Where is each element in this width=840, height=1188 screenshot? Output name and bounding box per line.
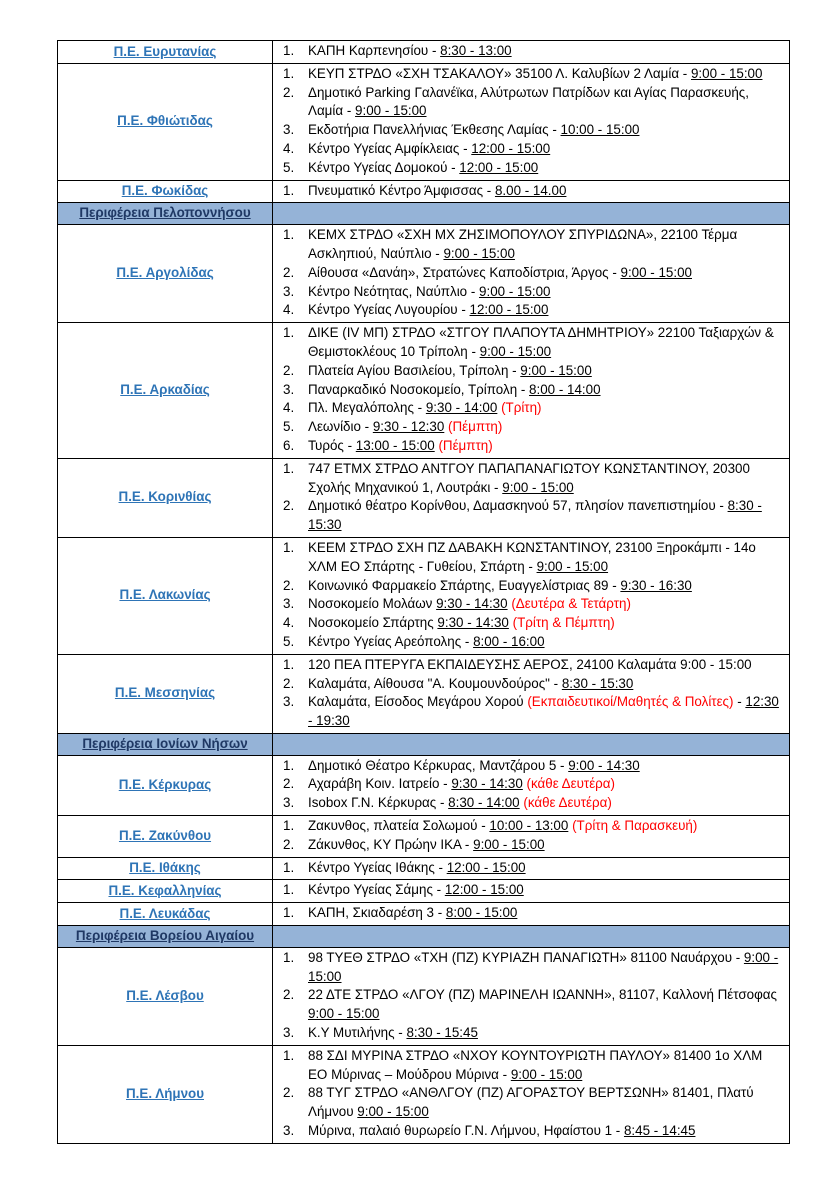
item-content [308, 42, 781, 61]
item-content [308, 595, 781, 614]
region-cell [58, 458, 273, 537]
item-number: 3. [283, 795, 295, 811]
region-cell [58, 537, 273, 654]
item-hours: 8:30 - 14:00 [448, 795, 520, 811]
item-number: 1. [283, 949, 295, 965]
item-text: Κέντρο Υγείας Ιθάκης - [308, 859, 447, 875]
item-hours: 9:00 - 15:00 [308, 1006, 380, 1022]
item-content [308, 437, 781, 456]
item-hours: 9:00 - 15:00 [473, 836, 545, 852]
item-text: Αίθουσα «Δανάη», Στρατώνες Καποδίστρια, Άργος - [308, 264, 621, 280]
schedule-item [283, 614, 781, 633]
item-content [308, 301, 781, 320]
item-text: Κέντρο Υγείας Αμφίκλειας - [308, 140, 472, 156]
item-days-note: (κάθε Δευτέρα) [526, 776, 615, 792]
item-number: 1. [283, 65, 295, 81]
item-hours: 9:00 - 15:00 [620, 264, 692, 280]
item-hours: 10:00 - 15:00 [560, 122, 640, 138]
region-cell [58, 816, 273, 858]
region-cell [58, 903, 273, 926]
item-content [308, 859, 781, 878]
item-content [308, 381, 781, 400]
section-empty-cell [273, 926, 790, 948]
schedule-item [283, 859, 781, 878]
item-days-note: (Πέμπτη) [448, 419, 503, 435]
item-hours: 9:00 - 15:00 [443, 245, 515, 261]
region-row [58, 537, 790, 654]
item-hours: 8:00 - 15:00 [445, 905, 518, 921]
item-text: 747 ΕΤΜΧ ΣΤΡΔΟ ΑΝΤΓΟΥ ΠΑΠΑΠΑΝΑΓΙΩΤΟΥ ΚΩΝΣΤΑΝΤΙΝΟΥ, 20300 Σχολής Μηχανικού 1, Λουτράκι - [308, 460, 750, 495]
item-hours: 9:00 - 15:00 [502, 479, 574, 495]
region-link[interactable]: Π.Ε. Ευρυτανίας [113, 43, 217, 59]
items-cell [273, 458, 790, 537]
item-number: 5. [283, 633, 295, 649]
schedule-item [283, 836, 781, 855]
item-number: 4. [283, 140, 295, 156]
item-number: 2. [283, 836, 295, 852]
schedule-table [57, 40, 790, 1144]
items-cell [273, 654, 790, 733]
schedule-item [283, 140, 781, 159]
item-hours: 9:00 - 15:00 [479, 343, 552, 359]
item-number: 3. [283, 122, 295, 138]
item-hours: 9:00 - 15:00 [536, 558, 609, 574]
region-row [58, 41, 790, 64]
item-days-note: (Τρίτη & Πέμπτη) [512, 615, 615, 631]
schedule-item [283, 264, 781, 283]
item-days-note: (Δευτέρα & Τετάρτη) [511, 596, 631, 612]
item-content [308, 264, 781, 283]
schedule-item [283, 84, 781, 122]
item-text: Μύρινα, παλαιό θυρωρείο Γ.Ν. Λήμνου, Ηφαίστου 1 - [308, 1123, 624, 1139]
schedule-item [283, 577, 781, 596]
item-text: ΚΕΜΧ ΣΤΡΔΟ «ΣΧΗ ΜΧ ΖΗΣΙΜΟΠΟΥΛΟΥ ΣΠΥΡΙΔΩΝΑ», 22100 Τέρμα Ασκληπιού, Ναύπλιο - [308, 227, 738, 261]
items-cell [273, 180, 790, 203]
section-title-link[interactable]: Περιφέρεια Πελοποννήσου [79, 205, 251, 221]
item-content [308, 226, 781, 264]
item-text: Isobox Γ.Ν. Κέρκυρας - [308, 795, 449, 811]
item-content [308, 794, 781, 813]
item-hours: 9:30 - 14:30 [451, 776, 523, 792]
item-content [308, 693, 781, 731]
region-link[interactable]: Π.Ε. Κέρκυρας [118, 776, 212, 792]
item-number: 5. [283, 419, 295, 435]
items-cell [273, 63, 790, 180]
schedule-item [283, 949, 781, 987]
item-content [308, 159, 781, 178]
item-text: Κέντρο Υγείας Σάμης - [308, 882, 445, 898]
item-hours: 9:30 - 14:30 [437, 615, 509, 631]
item-hours: 9:30 - 14:00 [425, 400, 498, 416]
item-number: 1. [283, 757, 295, 773]
item-hours: 12:00 - 15:00 [446, 859, 526, 875]
schedule-item [283, 693, 781, 731]
region-row [58, 323, 790, 459]
item-number: 1. [283, 227, 295, 243]
item-hours: 9:30 - 14:30 [436, 596, 508, 612]
item-content [308, 775, 781, 794]
item-number: 4. [283, 302, 295, 318]
region-cell [58, 857, 273, 880]
item-content [308, 418, 781, 437]
item-days-note: (Τρίτη & Παρασκευή) [572, 818, 698, 834]
schedule-item [283, 633, 781, 652]
schedule-item [283, 539, 781, 577]
region-cell [58, 41, 273, 64]
items-cell [273, 880, 790, 903]
schedule-item [283, 817, 781, 836]
item-text: Αχαράβη Κοιν. Ιατρείο - [308, 776, 452, 792]
item-text: Δημοτικό θέατρο Κορίνθου, Δαμασκηνού 57, πλησίον πανεπιστημίου - [308, 498, 728, 514]
item-hours: 9:30 - 12:30 [372, 419, 445, 435]
section-title-cell [58, 733, 273, 755]
region-cell [58, 225, 273, 323]
schedule-item [283, 794, 781, 813]
item-text: Δημοτικό Parking Γαλανέϊκα, Αλύτρωτων Πατρίδων και Αγίας Παρασκευής, Λαμία - [308, 84, 749, 119]
item-text: Κέντρο Υγείας Αρεόπολης - [308, 633, 474, 649]
items-cell [273, 41, 790, 64]
schedule-item [283, 1024, 781, 1043]
items-cell [273, 816, 790, 858]
items-cell [273, 1045, 790, 1143]
section-title-cell [58, 926, 273, 948]
region-link[interactable]: Π.Ε. Κεφαλληνίας [108, 882, 222, 898]
item-hours: 9:00 - 15:00 [520, 362, 592, 378]
items-cell [273, 903, 790, 926]
region-row [58, 816, 790, 858]
schedule-item [283, 1047, 781, 1085]
schedule-item [283, 362, 781, 381]
item-text: Καλαμάτα, Αίθουσα "Α. Κουμουνδούρος" - [308, 675, 562, 691]
item-hours: 12:00 - 15:00 [459, 159, 539, 175]
item-hours: 9:30 - 16:30 [620, 577, 692, 593]
region-row [58, 903, 790, 926]
schedule-item [283, 418, 781, 437]
item-hours: 9:00 - 15:00 [357, 1104, 429, 1120]
schedule-item [283, 1084, 781, 1122]
item-content [308, 757, 781, 776]
schedule-item [283, 65, 781, 84]
item-days-note: (Εκπαιδευτικοί/Μαθητές & Πολίτες) [527, 694, 734, 710]
items-cell [273, 537, 790, 654]
item-text: Ζάκυνθος, ΚΥ Πρώην ΙΚΑ - [308, 836, 474, 852]
item-number: 1. [283, 818, 295, 834]
item-hours: 8:00 - 14:00 [529, 381, 601, 397]
item-text: Πλ. Μεγαλόπολης - [308, 400, 426, 416]
item-text: Παναρκαδικό Νοσοκομείο, Τρίπολη - [308, 381, 530, 397]
item-number: 3. [283, 596, 295, 612]
item-number: 1. [283, 859, 295, 875]
region-link[interactable]: Π.Ε. Φθιώτιδας [117, 113, 213, 129]
region-row [58, 755, 790, 815]
item-text: Κέντρο Υγείας Δομοκού - [308, 159, 460, 175]
item-content [308, 836, 781, 855]
item-text: Κ.Υ Μυτιλήνης - [308, 1025, 407, 1041]
schedule-item [283, 381, 781, 400]
item-number: 1. [283, 182, 295, 198]
item-content [308, 949, 781, 987]
item-hours: 12:00 - 15:00 [444, 882, 524, 898]
items-cell [273, 755, 790, 815]
item-number: 2. [283, 264, 295, 280]
item-content [308, 539, 781, 577]
region-row [58, 1045, 790, 1143]
item-hours: 8:30 - 15:30 [561, 675, 634, 691]
schedule-item [283, 460, 781, 498]
region-link[interactable]: Π.Ε. Αργολίδας [116, 265, 214, 281]
item-number: 5. [283, 159, 295, 175]
region-link[interactable]: Π.Ε. Φωκίδας [121, 183, 209, 199]
item-number: 1. [283, 905, 295, 921]
item-hours: 8:30 - 15:30 [308, 498, 762, 533]
item-content [308, 65, 781, 84]
item-number: 2. [283, 498, 295, 514]
item-content [308, 362, 781, 381]
item-days-note: (Πέμπτη) [438, 437, 493, 453]
item-number: 2. [283, 84, 295, 100]
item-hours: 12:00 - 15:00 [469, 302, 549, 318]
item-content [308, 633, 781, 652]
item-number: 4. [283, 615, 295, 631]
item-hours: 8.00 - 14.00 [494, 182, 567, 198]
item-text: Κέντρο Υγείας Λυγουρίου - [308, 302, 470, 318]
item-number: 3. [283, 381, 295, 397]
item-hours: 12:00 - 15:00 [471, 140, 551, 156]
item-hours: 9:00 - 14:30 [568, 757, 640, 773]
items-cell [273, 323, 790, 459]
region-row [58, 63, 790, 180]
item-number: 6. [283, 437, 295, 453]
schedule-item [283, 497, 781, 535]
section-title-link[interactable]: Περιφέρεια Βορείου Αιγαίου [75, 928, 255, 944]
item-hours: 9:00 - 15:00 [355, 103, 427, 119]
section-row [58, 733, 790, 755]
item-number: 2. [283, 1085, 295, 1101]
item-number: 1. [283, 539, 295, 555]
item-content [308, 881, 781, 900]
schedule-item [283, 121, 781, 140]
section-empty-cell [273, 733, 790, 755]
region-row [58, 947, 790, 1045]
item-text: Πνευματικό Κέντρο Άμφισσας - [308, 182, 495, 198]
item-hours: 12:30 - 19:30 [308, 694, 779, 729]
item-hours: 9:00 - 15:00 [308, 949, 779, 984]
item-text: 98 ΤΥΕΘ ΣΤΡΔΟ «ΤΧΗ (ΠΖ) ΚΥΡΙΑΖΗ ΠΑΝΑΓΙΩΤΗ» 81100 Ναυάρχου - [308, 949, 744, 965]
item-number: 1. [283, 882, 295, 898]
section-row [58, 203, 790, 225]
item-text: ΔΙΚΕ (ΙV ΜΠ) ΣΤΡΔΟ «ΣΤΓΟΥ ΠΛΑΠΟΥΤΑ ΔΗΜΗΤΡΙΟΥ» 22100 Ταξιαρχών & Θεμιστοκλέους 10 Τρίπολη - [308, 325, 774, 359]
item-content [308, 460, 781, 498]
region-link[interactable]: Π.Ε. Λακωνίας [119, 587, 211, 603]
item-text: ΚΑΠΗ, Σκιαδαρέση 3 - [308, 905, 446, 921]
item-hours: 8:45 - 14:45 [623, 1123, 696, 1139]
item-text: Πλατεία Αγίου Βασιλείου, Τρίπολη - [308, 362, 521, 378]
item-number: 2. [283, 776, 295, 792]
item-content [308, 1024, 781, 1043]
region-row [58, 654, 790, 733]
section-row [58, 926, 790, 948]
region-cell [58, 1045, 273, 1143]
section-title-cell [58, 203, 273, 225]
schedule-item [283, 42, 781, 61]
region-link[interactable]: Π.Ε. Λέσβου [126, 987, 204, 1003]
item-text: Νοσοκομείο Μολάων [308, 596, 437, 612]
item-number: 1. [283, 43, 295, 58]
schedule-item [283, 775, 781, 794]
region-link[interactable]: Π.Ε. Ιθάκης [129, 860, 201, 876]
item-hours: 9:00 - 15:00 [479, 283, 551, 299]
region-link[interactable]: Π.Ε. Λήμνου [126, 1085, 204, 1101]
item-number: 3. [283, 283, 295, 299]
region-row [58, 458, 790, 537]
item-content [308, 817, 781, 836]
item-text: 88 ΤΥΓ ΣΤΡΔΟ «ΑΝΘΛΓΟΥ (ΠΖ) ΑΓΟΡΑΣΤΟΥ ΒΕΡΤΣΩΝΗ» 81401, Πλατύ Λήμνου [308, 1085, 754, 1120]
item-hours: 9:00 - 15:00 [690, 65, 763, 81]
item-text: ΚΕΕΜ ΣΤΡΔΟ ΣΧΗ ΠΖ ΔΑΒΑΚΗ ΚΩΝΣΤΑΝΤΙΝΟΥ, 23100 Ξηροκάμπι - 14ο ΧΛΜ ΕΟ Σπάρτης - Γυθείου, Σπάρτη - [308, 539, 756, 574]
schedule-item [283, 283, 781, 302]
section-empty-cell [273, 203, 790, 225]
schedule-item [283, 881, 781, 900]
item-number: 3. [283, 1123, 295, 1139]
schedule-item [283, 301, 781, 320]
item-content [308, 121, 781, 140]
schedule-item [283, 226, 781, 264]
item-number: 4. [283, 400, 295, 416]
item-number: 2. [283, 577, 295, 593]
item-text: Νοσοκομείο Σπάρτης [308, 615, 438, 631]
items-cell [273, 225, 790, 323]
item-content [308, 497, 781, 535]
schedule-item [283, 1122, 781, 1141]
section-title-link[interactable]: Περιφέρεια Ιονίων Νήσων [82, 735, 248, 751]
schedule-table-body [58, 41, 790, 1144]
region-row [58, 180, 790, 203]
item-content [308, 399, 781, 418]
item-content [308, 1047, 781, 1085]
item-content [308, 84, 781, 122]
items-cell [273, 857, 790, 880]
region-cell [58, 947, 273, 1045]
region-link[interactable]: Π.Ε. Λευκάδας [119, 905, 211, 921]
schedule-item [283, 656, 781, 675]
item-number: 2. [283, 362, 295, 378]
item-text: Καλαμάτα, Είσοδος Μεγάρου Χορού [308, 694, 528, 710]
item-hours: 8:00 - 16:00 [473, 633, 545, 649]
region-link[interactable]: Π.Ε. Μεσσηνίας [114, 685, 216, 701]
item-content [308, 1122, 781, 1141]
item-text: Δημοτικό Θέατρο Κέρκυρας, Μαντζάρου 5 - [308, 757, 569, 773]
region-row [58, 225, 790, 323]
item-text: ΚΑΠΗ Καρπενησίου - [308, 43, 441, 58]
schedule-item [283, 182, 781, 201]
item-text: Εκδοτήρια Πανελλήνιας Έκθεσης Λαμίας - [308, 122, 561, 138]
region-cell [58, 63, 273, 180]
item-text: 120 ΠΕΑ ΠΤΕΡΥΓΑ ΕΚΠΑΙΔΕΥΣΗΣ ΑΕΡΟΣ, 24100 Καλαμάτα 9:00 - 15:00 [308, 656, 752, 672]
item-number: 3. [283, 1025, 295, 1041]
item-text: Κέντρο Νεότητας, Ναύπλιο - [308, 283, 480, 299]
item-text: Ζακυνθος, πλατεία Σολωμού - [308, 818, 490, 834]
item-number: 1. [283, 325, 295, 341]
item-content [308, 614, 781, 633]
item-content [308, 182, 781, 201]
schedule-item [283, 757, 781, 776]
schedule-item [283, 324, 781, 362]
region-link[interactable]: Π.Ε. Αρκαδίας [120, 382, 210, 398]
item-content [308, 324, 781, 362]
item-hours: 13:00 - 15:00 [355, 437, 435, 453]
item-hours: 8:30 - 13:00 [440, 43, 512, 58]
schedule-item [283, 437, 781, 456]
items-cell [273, 947, 790, 1045]
item-number: 1. [283, 656, 295, 672]
item-content [308, 283, 781, 302]
schedule-item [283, 675, 781, 694]
item-text: 22 ΔΤΕ ΣΤΡΔΟ «ΛΓΟΥ (ΠΖ) ΜΑΡΙΝΕΛΗ ΙΩΑΝΝΗ», 81107, Καλλονή Πέτσοφας [308, 987, 777, 1003]
region-cell [58, 880, 273, 903]
region-cell [58, 180, 273, 203]
schedule-item [283, 986, 781, 1024]
schedule-item [283, 399, 781, 418]
region-link[interactable]: Π.Ε. Ζακύνθου [118, 827, 212, 843]
item-text: ΚΕΥΠ ΣΤΡΔΟ «ΣΧΗ ΤΣΑΚΑΛΟΥ» 35100 Λ. Καλυβίων 2 Λαμία - [308, 65, 691, 81]
item-content [308, 656, 781, 675]
item-number: 2. [283, 675, 295, 691]
item-days-note: (κάθε Δευτέρα) [523, 795, 612, 811]
item-text: - [733, 694, 746, 710]
schedule-item [283, 159, 781, 178]
item-content [308, 577, 781, 596]
region-row [58, 880, 790, 903]
item-text: Κοινωνικό Φαρμακείο Σπάρτης, Ευαγγελίστριας 89 - [308, 577, 621, 593]
region-cell [58, 654, 273, 733]
item-content [308, 675, 781, 694]
item-days-note: (Τρίτη) [501, 400, 542, 416]
region-row [58, 857, 790, 880]
item-content [308, 1084, 781, 1122]
schedule-item [283, 904, 781, 923]
item-number: 3. [283, 694, 295, 710]
item-number: 1. [283, 460, 295, 476]
region-link[interactable]: Π.Ε. Κορινθίας [118, 489, 212, 505]
region-cell [58, 755, 273, 815]
item-text: 88 ΣΔΙ ΜΥΡΙΝΑ ΣΤΡΔΟ «ΝΧΟΥ ΚΟΥΝΤΟΥΡΙΩΤΗ ΠΑΥΛΟΥ» 81400 1ο ΧΛΜ ΕΟ Μύρινας – Μούδρου Μύρινα - [308, 1047, 763, 1082]
item-hours: 8:30 - 15:45 [406, 1025, 478, 1041]
item-number: 1. [283, 1047, 295, 1063]
item-content [308, 986, 781, 1024]
schedule-item [283, 595, 781, 614]
region-cell [58, 323, 273, 459]
item-content [308, 140, 781, 159]
item-hours: 10:00 - 13:00 [489, 818, 569, 834]
item-hours: 9:00 - 15:00 [510, 1066, 583, 1082]
item-text: Τυρός - [308, 437, 356, 453]
item-text: Λεωνίδιο - [308, 419, 373, 435]
item-number: 2. [283, 987, 295, 1003]
item-content [308, 904, 781, 923]
